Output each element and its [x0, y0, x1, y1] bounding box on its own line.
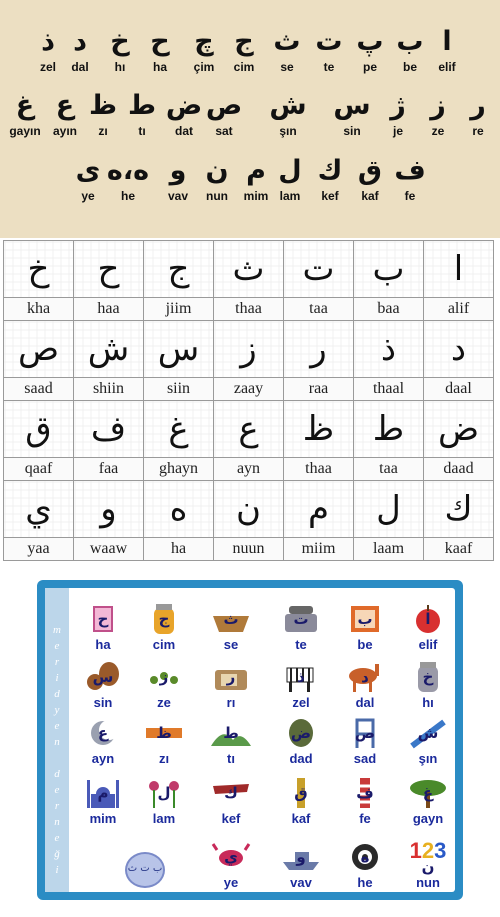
grid-letter-name: waaw [74, 538, 144, 561]
arabic-letter: ح [150, 26, 170, 57]
chart-letter: ز [159, 668, 169, 686]
alphabet-cell [195, 153, 239, 203]
jar-icon [144, 602, 184, 636]
chart-letter: ب [357, 610, 373, 628]
letter-name: te [323, 60, 335, 74]
letter-name: çim [193, 60, 215, 74]
grid-letter: ز [214, 321, 284, 378]
alphabet-cell [98, 24, 142, 74]
logo-badge [125, 852, 165, 888]
chart-cell-cim [136, 602, 192, 653]
brand-letter: i [55, 864, 59, 876]
grid-letter: ك [424, 481, 494, 538]
letter-name: re [472, 124, 484, 138]
chart-letter-name: şın [418, 751, 438, 766]
drum-icon [281, 716, 321, 750]
badge-text: ب ت ث [127, 863, 163, 874]
chart-letter: ك [224, 784, 238, 802]
alphabet-cell [330, 88, 374, 138]
arabic-letter: ه،ه [106, 155, 150, 186]
chart-letter: ث [223, 610, 239, 628]
chart-letter-name: kef [221, 811, 241, 826]
alphabet-cell [81, 88, 125, 138]
alphabet-cell [307, 24, 351, 74]
arabic-letter: ع [55, 90, 75, 121]
tulip-icon [144, 776, 184, 810]
brand-letter: r [54, 800, 60, 812]
alphabet-cell [425, 24, 469, 74]
alphabet-cell [138, 24, 182, 74]
chart-cell-he [337, 840, 393, 891]
brand-letter: n [54, 736, 60, 748]
brand-letter: ğ [54, 848, 60, 860]
chart-letter-name: tı [227, 751, 235, 766]
alphabet-cell [266, 88, 310, 138]
letter-table [3, 240, 494, 561]
alphabet-cell [106, 153, 150, 203]
chart-letter: و [296, 848, 306, 866]
arabic-letter: س [333, 90, 371, 121]
grid-letter-name: alif [424, 298, 494, 321]
grid-letter: د [424, 321, 494, 378]
grid-letter: ق [4, 401, 74, 458]
grid-letter: س [144, 321, 214, 378]
arabic-letter: ج [234, 26, 254, 57]
grid-letter-name: baa [354, 298, 424, 321]
hills-icon [211, 716, 251, 750]
grid-letter: غ [144, 401, 214, 458]
alphabet-cell [202, 88, 246, 138]
grid-letter-name: miim [284, 538, 354, 561]
arabic-letter: خ [110, 26, 130, 57]
chart-letter-name: sin [93, 695, 113, 710]
chart-letter: د [361, 668, 369, 686]
squirrel-icon [83, 660, 123, 694]
chart-cell-fe [337, 776, 393, 827]
brand-letter: d [54, 768, 60, 780]
chart-cell-ye [203, 840, 259, 891]
chart-cell-dal [337, 660, 393, 711]
grid-letter: ي [4, 481, 74, 538]
number-1: 1 [409, 838, 422, 863]
grid-letter-name: daal [424, 378, 494, 401]
brand-letter: e [54, 640, 60, 652]
chart-cell-mim [75, 776, 131, 827]
letter-name: nun [206, 189, 228, 203]
chart-letter-name: gayn [412, 811, 444, 826]
grid-letter-name: ha [144, 538, 214, 561]
brand-letter: r [54, 656, 60, 668]
chart-cell-zı [136, 716, 192, 767]
grid-letter-name: thaal [354, 378, 424, 401]
grid-letter: ث [214, 241, 284, 298]
letter-name: pe [362, 60, 377, 74]
door-icon [345, 602, 385, 636]
lighthouse-icon [345, 776, 385, 810]
chart-letter: ش [417, 724, 439, 742]
chart-letter-name: dal [355, 695, 375, 710]
grid-letter: ا [424, 241, 494, 298]
arabic-letter: ب [396, 26, 424, 57]
letter-name: gayın [9, 124, 41, 138]
grid-letter: ش [74, 321, 144, 378]
letter-name: sin [343, 124, 361, 138]
grid-letter-name: kaaf [424, 538, 494, 561]
chart-letter-name: cim [152, 637, 176, 652]
chart-letter: ذ [297, 668, 305, 686]
tree-icon [408, 776, 448, 810]
pencil-icon [281, 776, 321, 810]
chart-cell-sin [75, 660, 131, 711]
alphabet-cell [265, 24, 309, 74]
chart-letter: م [97, 784, 109, 802]
number-3: 3 [434, 838, 447, 863]
alphabet-cell [376, 88, 420, 138]
chart-cell-kaf [273, 776, 329, 827]
chart-card [45, 588, 455, 892]
alphabet-row-3 [0, 153, 500, 213]
chart-letter: س [92, 668, 114, 686]
arabic-letter: غ [15, 90, 35, 121]
illustrated-alphabet-chart [37, 580, 463, 900]
chart-letter-name: dad [289, 751, 313, 766]
grid-letter: ح [74, 241, 144, 298]
alphabet-cell [156, 153, 200, 203]
boat-icon [211, 602, 251, 636]
chart-letter-name: ha [95, 637, 111, 652]
alphabet-cell [182, 24, 226, 74]
brand-letter: y [54, 704, 60, 716]
alphabet-row-2 [0, 88, 500, 148]
chart-letter: ص [354, 724, 376, 742]
alphabet-cell [416, 88, 460, 138]
arabic-letter: ز [430, 90, 446, 121]
ottoman-alphabet-panel [0, 0, 500, 238]
grid-letter-name: thaa [284, 458, 354, 481]
grid-letter-name: taa [284, 298, 354, 321]
letter-name: zel [39, 60, 56, 74]
letter-name: vav [167, 189, 189, 203]
arabic-letter: ف [394, 155, 426, 186]
arabic-letter: ط [127, 90, 157, 121]
chart-cell-kef [203, 776, 259, 827]
chart-cell-vav [273, 840, 329, 891]
scarf-icon [211, 776, 251, 810]
arabic-letter: ل [278, 155, 302, 186]
brand-letter: e [54, 720, 60, 732]
grid-letter-name: zaay [214, 378, 284, 401]
brand-letter: m [53, 624, 61, 636]
chart-letter-name: zı [158, 751, 170, 766]
alphabet-cell [58, 24, 102, 74]
moon-icon [83, 716, 123, 750]
grid-letter-name: raa [284, 378, 354, 401]
letter-name: fe [404, 189, 416, 203]
apple-icon [408, 602, 448, 636]
arabic-letter: ر [470, 90, 486, 121]
arabic-letter: ض [165, 90, 203, 121]
grid-letter-name: ayn [214, 458, 284, 481]
chart-letter: ت [293, 610, 309, 628]
letter-name: cim [233, 60, 255, 74]
grid-letter: ن [214, 481, 284, 538]
arabic-letter: د [73, 26, 87, 57]
grid-letter: م [284, 481, 354, 538]
arabic-letter: ص [205, 90, 243, 121]
arabic-letter: ش [269, 90, 307, 121]
chart-letter: ع [97, 724, 109, 742]
chart-letter-name: se [223, 637, 239, 652]
letter-name: ze [431, 124, 445, 138]
grid-letter-name: kha [4, 298, 74, 321]
chart-cell-te [273, 602, 329, 653]
chart-letter: ظ [156, 724, 172, 742]
chart-letter: ف [356, 784, 374, 802]
chart-cell-nun [400, 840, 456, 891]
letter-name: zı [98, 124, 108, 138]
letter-name: hı [114, 60, 126, 74]
alphabet-cell [268, 153, 312, 203]
chart-letter-name: ayn [91, 751, 115, 766]
arabic-letter: ذ [41, 26, 55, 57]
arabic-letter: ا [442, 26, 452, 57]
grid-letter-name: qaaf [4, 458, 74, 481]
arabic-letter: م [246, 155, 266, 186]
alphabet-cell [348, 24, 392, 74]
radio-icon [211, 660, 251, 694]
chart-letter-name: zel [292, 695, 310, 710]
letter-name: be [402, 60, 417, 74]
zebra-icon [281, 660, 321, 694]
letter-name: ha [152, 60, 167, 74]
grid-letter: ض [424, 401, 494, 458]
mosque-icon [83, 776, 123, 810]
chart-letter-name: hı [422, 695, 434, 710]
brand-letter: i [55, 672, 59, 684]
arabic-letter: ق [357, 155, 383, 186]
chart-cell-lam [136, 776, 192, 827]
grid-letter: خ [4, 241, 74, 298]
camel-icon [345, 660, 385, 694]
grid-letter: ف [74, 401, 144, 458]
brand-letter: e [54, 784, 60, 796]
arabic-letter: ن [205, 155, 229, 186]
grid-letter-name: shiin [74, 378, 144, 401]
chart-letter-name: mim [89, 811, 117, 826]
chart-letter-name: lam [152, 811, 176, 826]
arabic-letter: چ [194, 26, 214, 57]
grid-letter: ظ [284, 401, 354, 458]
chart-cell-tı [203, 716, 259, 767]
chart-letter: غ [422, 784, 434, 802]
grid-letter: ج [144, 241, 214, 298]
grid-letter: ب [354, 241, 424, 298]
grid-letter-name: taa [354, 458, 424, 481]
arabic-letter: ژ [390, 90, 406, 121]
chart-cell-dad [273, 716, 329, 767]
numbers-icon [408, 840, 448, 874]
arabic-letter: ث [273, 26, 301, 57]
alphabet-cell [348, 153, 392, 203]
chart-letter-name: kaf [291, 811, 311, 826]
chart-letter: ح [97, 610, 109, 628]
alphabet-cell [308, 153, 352, 203]
alphabet-cell [120, 88, 164, 138]
brand-strip [45, 588, 69, 892]
grid-letter-name: nuun [214, 538, 284, 561]
arabic-letter: ت [315, 26, 343, 57]
grid-letter: ط [354, 401, 424, 458]
letter-name: dat [175, 124, 193, 138]
chair-icon [345, 716, 385, 750]
letter-name: dal [71, 60, 89, 74]
chart-letter: ي [224, 848, 238, 866]
letter-name: kef [321, 189, 339, 203]
grid-letter: و [74, 481, 144, 538]
chart-letter-name: rı [226, 695, 236, 710]
grid-letter-name: siin [144, 378, 214, 401]
letter-name: se [280, 60, 294, 74]
arabic-letter: ك [317, 155, 343, 186]
chart-letter-name: nun [416, 875, 440, 890]
grid-letter: ت [284, 241, 354, 298]
letter-name: lam [279, 189, 301, 203]
chart-letter: ن [421, 858, 435, 876]
letter-name: je [392, 124, 403, 138]
letter-name: sat [215, 124, 233, 138]
arabic-letter: پ [356, 26, 384, 57]
chart-letter-name: vav [290, 875, 312, 890]
envelope-icon [144, 716, 184, 750]
chart-letter-name: te [295, 637, 307, 652]
chart-letter: ض [290, 724, 312, 742]
chart-letter: ج [158, 610, 170, 628]
chart-letter-name: elif [418, 637, 438, 652]
syringe-icon [408, 716, 448, 750]
chart-letter: ط [223, 724, 239, 742]
chart-letter-name: ye [223, 875, 239, 890]
target-icon [345, 840, 385, 874]
arabic-letter: و [169, 155, 187, 186]
grid-letter: ع [214, 401, 284, 458]
grid-letter-name: daad [424, 458, 494, 481]
olive-icon [144, 660, 184, 694]
alphabet-row-1 [0, 24, 500, 84]
grid-letter-name: faa [74, 458, 144, 481]
crab-icon [211, 840, 251, 874]
brand-letter: n [54, 816, 60, 828]
chart-cell-se [203, 602, 259, 653]
grid-letter-name: jiim [144, 298, 214, 321]
telephone-icon [281, 602, 321, 636]
grid-letter-name: saad [4, 378, 74, 401]
letter-name: şın [279, 124, 297, 138]
chart-cell-elif [400, 602, 456, 653]
chart-letter: ق [294, 784, 308, 802]
chart-cell-hı [400, 660, 456, 711]
chart-letter-name: fe [359, 811, 371, 826]
chart-letter: ل [157, 784, 171, 802]
chart-cell-gayn [400, 776, 456, 827]
alphabet-cell [388, 153, 432, 203]
brand-letter: e [54, 832, 60, 844]
grid-letter-name: laam [354, 538, 424, 561]
alphabet-cell [456, 88, 500, 138]
chart-cell-sad [337, 716, 393, 767]
chart-cell-ha [75, 602, 131, 653]
grid-letter: ر [284, 321, 354, 378]
ship-icon [281, 840, 321, 874]
letter-name: ayın [52, 124, 77, 138]
grid-letter: ل [354, 481, 424, 538]
grid-letter: ذ [354, 321, 424, 378]
chart-letter: ر [226, 668, 236, 686]
grid-letter-name: haa [74, 298, 144, 321]
alphabet-cell [222, 24, 266, 74]
chart-cell-rı [203, 660, 259, 711]
grid-letter: ص [4, 321, 74, 378]
jar-icon [408, 660, 448, 694]
chart-letter-name: sad [353, 751, 377, 766]
number-2: 2 [421, 838, 435, 863]
chart-cell-şın [400, 716, 456, 767]
alphabet-cell [3, 88, 47, 138]
alphabet-cell [66, 153, 110, 203]
chart-cell-zel [273, 660, 329, 711]
letter-name: tı [138, 124, 146, 138]
chart-cell-ze [136, 660, 192, 711]
grid-letter-name: yaa [4, 538, 74, 561]
chart-letter-name: ze [157, 695, 171, 710]
letter-name: mim [243, 189, 269, 203]
letter-name: he [120, 189, 135, 203]
chart-cell-ayn [75, 716, 131, 767]
chart-letter: ا [425, 610, 431, 628]
brand-letter: d [54, 688, 60, 700]
chart-cell-be [337, 602, 393, 653]
chart-letter: خ [422, 668, 434, 686]
arabic-letter: ظ [88, 90, 118, 121]
grid-letter: ه [144, 481, 214, 538]
letter-name: elif [438, 60, 456, 74]
chart-letter-name: be [357, 637, 373, 652]
box-icon [83, 602, 123, 636]
alphabet-cell [162, 88, 206, 138]
grid-letter-name: thaa [214, 298, 284, 321]
grid-letter-name: ghayn [144, 458, 214, 481]
arabic-letter-grid [3, 240, 496, 560]
chart-letter-name: he [357, 875, 373, 890]
letter-name: ye [81, 189, 95, 203]
letter-name: kaf [361, 189, 379, 203]
chart-letter: ه [360, 848, 370, 866]
arabic-letter: ى [75, 155, 101, 186]
